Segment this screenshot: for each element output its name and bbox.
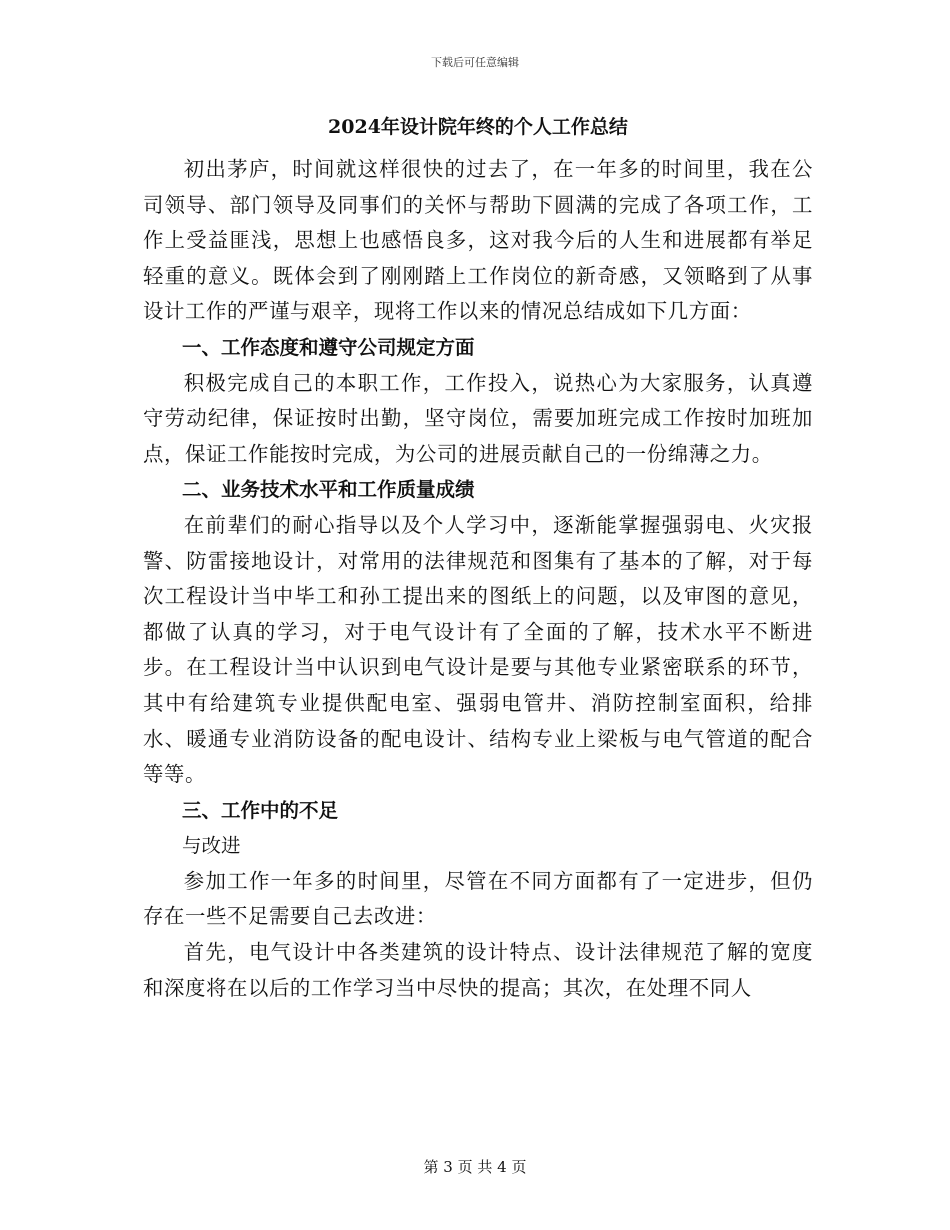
document-body	[143, 112, 813, 1006]
page-header-note: 下载后可任意编辑	[431, 56, 519, 69]
section3-paragraph-1: 参加工作一年多的时间里，尽管在不同方面都有了一定进步，但仍存在一些不足需要自己去改进：	[143, 868, 813, 929]
section3-subheading: 与改进	[182, 834, 241, 858]
section2-paragraph: 在前辈们的耐心指导以及个人学习中，逐渐能掌握强弱电、火灾报警、防雷接地设计，对常用的法律规范和图集有了基本的了解，对于每次工程设计当中毕工和孙工提出来的图纸上的问题，以及审图的意见，都做了认真的学习，对于电气设计有了全面的了解，技术水平不断进步。在工程设计当中认识到电气设计是要与其他专业紧密联系的环节，其中有给建筑专业提供配电室、强弱电管井、消防控制室面积，给排水、暖通专业消防设备的配电设计、结构专业上梁板与电气管道的配合等等。	[143, 512, 813, 787]
section3-paragraph-2: 首先，电气设计中各类建筑的设计特点、设计法律规范了解的宽度和深度将在以后的工作学习当中尽快的提高；其次，在处理不同人	[143, 940, 813, 1000]
section2-heading: 二、业务技术水平和工作质量成绩	[182, 478, 475, 502]
document-title: 2024年设计院年终的个人工作总结	[328, 116, 628, 138]
section1-paragraph: 积极完成自己的本职工作，工作投入，说热心为大家服务，认真遵守劳动纪律，保证按时出勤，坚守岗位，需要加班完成工作按时加班加点，保证工作能按时完成，为公司的进展贡献自己的一份绵薄之力。	[143, 370, 813, 466]
section3-heading: 三、工作中的不足	[182, 798, 339, 822]
page-number: 第 3 页 共 4 页	[423, 1158, 527, 1176]
section1-heading: 一、工作态度和遵守公司规定方面	[182, 335, 475, 359]
intro-paragraph: 初出茅庐，时间就这样很快的过去了，在一年多的时间里，我在公司领导、部门领导及同事们的关怀与帮助下圆满的完成了各项工作，工作上受益匪浅，思想上也感悟良多，这对我今后的人生和进展都有举足轻重的意义。既体会到了刚刚踏上工作岗位的新奇感，又领略到了从事设计工作的严谨与艰辛，现将工作以来的情况总结成如下几方面：	[143, 157, 813, 324]
